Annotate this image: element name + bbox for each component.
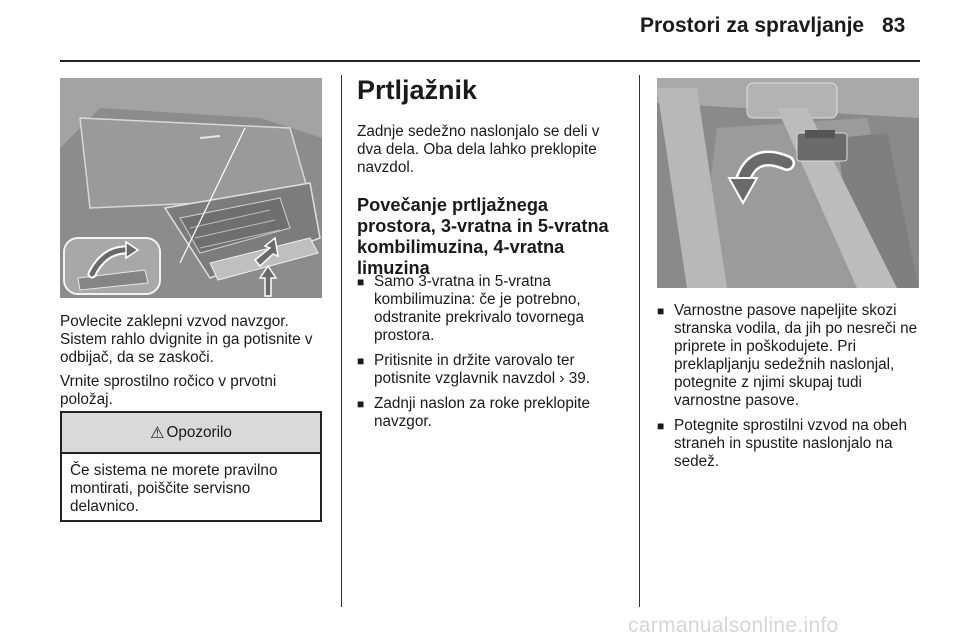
page-reference: 39.	[568, 370, 590, 387]
page-reference-icon: ›	[559, 370, 565, 387]
list-item	[657, 302, 925, 410]
column-divider-right	[639, 75, 640, 607]
section-title: Prtljažnik	[357, 75, 478, 105]
list-item	[357, 395, 629, 431]
watermark: carmanualsonline.info	[628, 614, 839, 637]
bullet-square-icon: ■	[357, 397, 365, 411]
paragraph-release-handle: Vrnite sprostilno ročico v prvotni položaj.	[60, 373, 277, 408]
warning-text: Če sistema ne morete pravilno montirati, poiščite servisno delavnico.	[70, 462, 278, 515]
bullet-square-icon: ■	[657, 419, 665, 433]
right-bullet-list	[657, 302, 925, 471]
list-item	[357, 352, 629, 388]
trunk-carrier-illustration	[60, 78, 322, 298]
warning-header	[62, 413, 320, 454]
subsection-title: Povečanje prtljažnega prostora, 3-vratna in 5-vratna kombilimuzina, 4-vratna limuzina	[357, 195, 609, 278]
list-item-text: Samo 3-vratna in 5-vratna kombilimuzina: če je potrebno, odstranite prekrivalo tovornega prostora.	[374, 273, 585, 344]
middle-bullet-list	[357, 273, 629, 431]
warning-box	[60, 411, 322, 522]
paragraph-intro: Zadnje sedežno naslonjalo se deli v dva dela. Oba dela lahko preklopite navzdol.	[357, 123, 600, 176]
list-item-text: Pritisnite in držite varovalo ter potisnite vzglavnik navzdol	[374, 352, 575, 387]
running-header-title: Prostori za spravljanje	[640, 14, 865, 37]
column-divider-left	[341, 75, 342, 607]
bullet-square-icon: ■	[657, 304, 665, 318]
list-item-text: Zadnji naslon za roke preklopite navzgor.	[374, 395, 590, 430]
list-item-text: Potegnite sprostilni vzvod na obeh straneh in spustite naslonjalo na sedež.	[674, 417, 908, 470]
warning-title: Opozorilo	[166, 423, 232, 441]
list-item	[357, 273, 629, 345]
warning-triangle-icon: ⚠	[150, 424, 165, 442]
list-item-text: Varnostne pasove napeljite skozi stranska vodila, da jih po nesreči ne priprete in poškodujete. Pri preklapljanju sedežnih naslonjal, potegnite z njimi skupaj tudi varnostne pasove.	[674, 302, 918, 409]
list-item	[657, 417, 925, 471]
seatbelt-guide-illustration	[657, 78, 919, 288]
header-divider	[60, 60, 920, 62]
paragraph-lock-lever: Povlecite zaklepni vzvod navzgor. Sistem rahlo dvignite in ga potisnite v odbijač, da se zaskoči.	[60, 313, 313, 366]
bullet-square-icon: ■	[357, 275, 365, 289]
page-number: 83	[882, 14, 906, 37]
bullet-square-icon: ■	[357, 354, 365, 368]
